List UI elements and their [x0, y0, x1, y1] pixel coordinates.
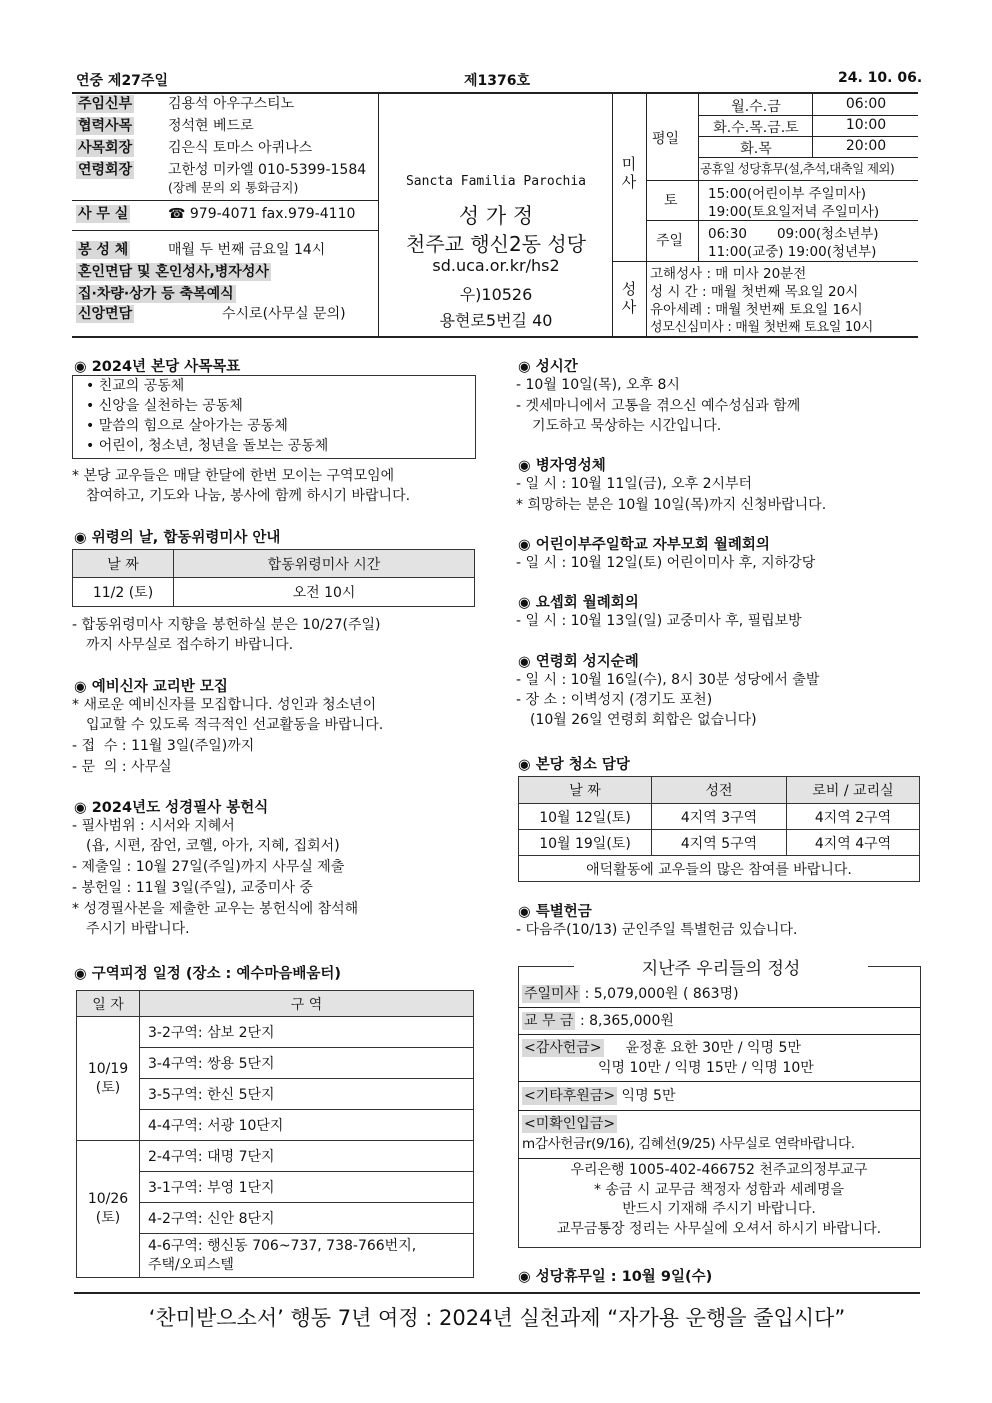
pilgrim-title: ◉ 연령회 성지순례	[518, 654, 639, 670]
staff-label: 사목회장	[78, 140, 133, 156]
district-row: 2-4구역: 대명 7단지	[140, 1141, 474, 1172]
offering-other-value: 익명 5만	[621, 1088, 676, 1104]
parish-url[interactable]: sd.uca.or.kr/hs2	[432, 256, 560, 275]
pilgrim-line: (10월 26일 연령회 회합은 없습니다)	[530, 712, 757, 728]
office-label: 사 무 실	[78, 206, 129, 222]
divider	[698, 94, 699, 262]
cleaning-cell: 4지역 5구역	[652, 830, 787, 856]
staff-row	[76, 138, 313, 158]
consult-row	[76, 262, 271, 282]
mass-days: 월.수.금	[731, 99, 781, 115]
cleaning-note: 애덕활동에 교우들의 많은 참여를 바랍니다.	[519, 856, 920, 882]
offering-dues-label: 교 무 금	[524, 1013, 574, 1029]
bible-line: - 봉헌일 : 11월 3일(주일), 교중미사 중	[72, 880, 313, 896]
cleaning-title: ◉ 본당 청소 담당	[518, 757, 630, 773]
offering-unknown-label: <미확인입금>	[524, 1116, 616, 1132]
offering-sunday	[522, 984, 739, 1004]
goals-note: 참여하고, 기도와 나눔, 봉사에 함께 하시기 바랍니다.	[86, 488, 411, 504]
holyhour-line: - 겟세마니에서 고통을 겪으신 예수성심과 함께	[516, 398, 801, 414]
sunday-mass: 06:30 09:00(청소년부)	[708, 226, 879, 242]
bible-line: - 제출일 : 10월 27일(주일)까지 사무실 제출	[72, 859, 345, 875]
offering-dues	[522, 1011, 674, 1031]
divider	[378, 94, 379, 336]
district-row: 3-1구역: 부영 1단지	[140, 1172, 474, 1203]
divider	[646, 180, 918, 181]
staff-note: (장례 문의 외 통화금지)	[168, 180, 299, 195]
cleaning-header: 로비 / 교리실	[787, 777, 920, 804]
sick-title: ◉ 병자영성체	[518, 458, 606, 474]
weekday-label: 평일	[652, 131, 680, 147]
saturday-mass: 19:00(토요일저녁 주일미사)	[708, 204, 880, 220]
consult-label: 집·차량·상가 등 축복예식	[78, 286, 234, 302]
divider	[646, 220, 918, 221]
memorial-col-date: 날 짜	[73, 550, 174, 578]
staff-row	[76, 94, 295, 114]
bank-line: 우리은행 1005-402-466752 천주교의정부교구	[570, 1162, 868, 1178]
cleaning-cell: 4지역 3구역	[652, 804, 787, 830]
divider	[518, 1110, 920, 1111]
cleaning-cell: 10월 19일(토)	[519, 830, 652, 856]
memorial-note: 까지 사무실로 접수하기 바랍니다.	[86, 637, 294, 653]
district-row: 3-4구역: 쌍용 5단지	[140, 1048, 474, 1079]
parish-latin: Sancta Familia Parochia	[405, 174, 586, 189]
footer-rule	[74, 1292, 920, 1294]
footer-slogan: ‘찬미받으소서’ 행동 7년 여정 : 2024년 실천과제 “자가용 운행을 줄입시다”	[148, 1306, 846, 1330]
offering-thanks-line: 윤정훈 요한 30만 / 익명 5만	[625, 1040, 801, 1056]
memorial-col-time: 합동위령미사 시간	[174, 550, 475, 578]
holyhour-line: 기도하고 묵상하는 시간입니다.	[532, 418, 722, 434]
bible-line: - 필사범위 : 시서와 지혜서	[72, 818, 235, 834]
district-row-line: 주택/오피스텔	[148, 1256, 234, 1273]
offering-other-label: <기타후원금>	[524, 1088, 616, 1104]
mass-time: 10:00	[845, 117, 887, 133]
bible-line: * 성경필사본을 제출한 교우는 봉헌식에 참석해	[72, 901, 359, 917]
divider	[698, 115, 918, 116]
cleaning-header: 성전	[652, 777, 787, 804]
staff-value: 김은식 토마스 아퀴나스	[168, 140, 313, 156]
catechumen-title: ◉ 예비신자 교리반 모집	[74, 679, 228, 695]
bank-line: 반드시 기재해 주시기 바랍니다.	[622, 1201, 816, 1217]
mass-days: 화.수.목.금.토	[713, 120, 799, 136]
mass-label: 미사	[621, 155, 637, 191]
parish-zip: 우)10526	[459, 285, 533, 304]
bible-line: (욥, 시편, 잠언, 코헬, 아가, 지혜, 집회서)	[86, 838, 340, 854]
district-row-line: 4-6구역: 행신동 706~737, 738-766번지,	[148, 1237, 417, 1254]
district-row	[140, 1234, 474, 1278]
goal-item: • 말씀의 힘으로 살아가는 공동체	[86, 418, 288, 434]
joseph-title: ◉ 요셉회 월례회의	[518, 595, 639, 611]
memorial-title: ◉ 위령의 날, 합동위령미사 안내	[74, 530, 281, 546]
district-date-weekday: (토)	[95, 1210, 121, 1226]
offering-unknown	[522, 1114, 617, 1134]
sacrament-line: 유아세례 : 매월 첫번째 토요일 16시	[650, 302, 863, 318]
parish-name: 성 가 정	[458, 204, 534, 228]
sacrament-label: 성사	[621, 280, 637, 316]
parish-address: 용현로5번길 40	[439, 311, 553, 330]
catechumen-line: 입교할 수 있도록 적극적인 선교활동을 바랍니다.	[86, 717, 384, 733]
district-date-day: 10/19	[87, 1060, 129, 1077]
joseph-line: - 일 시 : 10월 13일(일) 교중미사 후, 필립보방	[516, 613, 802, 629]
offering-unknown-value: m감사헌금r(9/16), 김혜선(9/25) 사무실로 연락바랍니다.	[522, 1136, 855, 1152]
offering-thanks-line: 익명 10만 / 익명 15만 / 익명 10만	[598, 1060, 814, 1076]
special-title: ◉ 특별헌금	[518, 904, 592, 920]
offering-thanks	[522, 1038, 801, 1058]
week-title: 연중 제27주일	[76, 73, 168, 89]
staff-row	[76, 116, 254, 136]
district-row: 3-5구역: 한신 5단지	[140, 1079, 474, 1110]
district-date	[77, 1141, 140, 1278]
goals-note: * 본당 교우들은 매달 한달에 한번 모이는 구역모임에	[72, 468, 395, 484]
memorial-time: 오전 10시	[174, 578, 475, 607]
consult-row	[76, 284, 236, 304]
district-row: 3-2구역: 삼보 2단지	[140, 1017, 474, 1048]
sundayschool-line: - 일 시 : 10월 12일(토) 어린이미사 후, 지하강당	[516, 555, 816, 571]
district-col-area: 구 역	[140, 991, 474, 1017]
mass-time: 20:00	[845, 138, 887, 154]
saturday-label: 토	[664, 193, 678, 209]
district-date-weekday: (토)	[95, 1079, 121, 1096]
parish-church: 천주교 행신2동 성당	[406, 232, 586, 256]
cleaning-header: 날 짜	[519, 777, 652, 804]
memorial-date: 11/2 (토)	[73, 578, 174, 607]
consult-label: 신앙면담	[78, 306, 133, 322]
district-col-date: 일 자	[77, 991, 140, 1017]
sacrament-line: 고해성사 : 매 미사 20분전	[650, 266, 807, 282]
consult-row	[76, 304, 346, 324]
divider	[612, 94, 613, 336]
memorial-table	[72, 549, 475, 607]
bongsung-label: 봉 성 체	[78, 242, 129, 258]
staff-label: 주임신부	[78, 96, 133, 112]
divider	[518, 1081, 920, 1082]
consult-value: 수시로(사무실 문의)	[222, 306, 346, 322]
staff-row	[76, 160, 367, 180]
offering-other	[522, 1086, 675, 1106]
district-row: 4-4구역: 서광 10단지	[140, 1110, 474, 1141]
sunday-mass: 11:00(교중) 19:00(청년부)	[708, 244, 877, 260]
district-title: ◉ 구역피정 일정 (장소 : 예수마음배움터)	[74, 966, 342, 982]
bank-line: 교무금통장 정리는 사무실에 오셔서 하시기 바랍니다.	[556, 1220, 882, 1237]
staff-value: 김용석 아우구스티노	[168, 96, 295, 112]
bongsung-value: 매월 두 번째 금요일 14시	[168, 242, 326, 258]
special-line: - 다음주(10/13) 군인주일 특별헌금 있습니다.	[516, 922, 798, 938]
sundayschool-title: ◉ 어린이부주일학교 자부모회 월례회의	[518, 537, 770, 553]
issue-date: 24. 10. 06.	[838, 70, 923, 86]
bible-line: 주시기 바랍니다.	[86, 921, 190, 937]
catechumen-line: - 문 의 : 사무실	[72, 759, 172, 775]
bongsung-row	[76, 240, 326, 260]
district-row: 4-2구역: 신안 8단지	[140, 1203, 474, 1234]
cleaning-cell: 4지역 2구역	[787, 804, 920, 830]
sacrament-line: 성모신심미사 : 매월 첫번째 토요일 10시	[650, 320, 874, 335]
holyhour-line: - 10월 10일(목), 오후 8시	[516, 377, 680, 393]
holyhour-title: ◉ 성시간	[518, 359, 578, 375]
goals-title: ◉ 2024년 본당 사목목표	[74, 359, 241, 375]
district-date	[77, 1017, 140, 1141]
sick-line: - 일 시 : 10월 11일(금), 오후 2시부터	[516, 476, 753, 492]
memorial-note: - 합동위령미사 지향을 봉헌하실 분은 10/27(주일)	[72, 617, 381, 633]
offering-bank	[518, 1161, 920, 1239]
sunday-label: 주일	[656, 233, 684, 249]
pilgrim-line: - 장 소 : 이벽성지 (경기도 포천)	[516, 692, 713, 708]
office-row	[76, 204, 356, 224]
sacrament-line: 성 시 간 : 매월 첫번째 목요일 20시	[650, 284, 859, 300]
offering-sunday-value: : 5,079,000원 ( 863명)	[584, 986, 739, 1002]
consult-label: 혼인면담 및 혼인성사,병자성사	[78, 264, 269, 280]
goal-item: • 친교의 공동체	[86, 378, 185, 394]
bank-line: * 송금 시 교무금 책정자 성함과 세례명을	[593, 1181, 845, 1198]
mass-days: 화.목	[740, 141, 772, 157]
closed-day: ◉ 성당휴무일 : 10월 9일(수)	[518, 1269, 713, 1285]
offering-dues-value: : 8,365,000원	[579, 1013, 674, 1029]
divider	[518, 1034, 920, 1035]
goal-item: • 신앙을 실천하는 공동체	[86, 398, 243, 414]
staff-label: 협력사목	[78, 118, 133, 134]
cleaning-cell: 4지역 4구역	[787, 830, 920, 856]
staff-value: 정석현 베드로	[168, 118, 254, 134]
mass-note: 공휴일 성당휴무(설,추석,대축일 제외)	[700, 161, 895, 176]
divider	[698, 157, 918, 158]
divider	[698, 136, 918, 137]
divider	[72, 200, 378, 201]
bible-title: ◉ 2024년도 성경필사 봉헌식	[74, 800, 269, 816]
office-phone: ☎ 979-4071 fax.979-4110	[168, 206, 356, 222]
divider	[72, 230, 378, 231]
offering-thanks-label: <감사헌금>	[524, 1040, 602, 1056]
sick-line: * 희망하는 분은 10월 10일(목)까지 신청바랍니다.	[516, 497, 827, 513]
saturday-mass: 15:00(어린이부 주일미사)	[708, 186, 867, 202]
divider	[518, 1007, 920, 1008]
staff-label: 연령회장	[78, 162, 133, 178]
info-bottom-rule	[72, 336, 918, 338]
pilgrim-line: - 일 시 : 10월 16일(수), 8시 30분 성당에서 출발	[516, 672, 820, 688]
goal-item: • 어린이, 청소년, 청년을 돌보는 공동체	[86, 438, 329, 454]
offering-sunday-label: 주일미사	[524, 986, 579, 1002]
offering-title: 지난주 우리들의 정성	[574, 954, 868, 979]
cleaning-cell: 10월 12일(토)	[519, 804, 652, 830]
divider	[646, 261, 647, 336]
catechumen-line: - 접 수 : 11월 3일(주일)까지	[72, 738, 255, 754]
divider	[646, 94, 647, 262]
divider	[518, 1158, 920, 1159]
district-date-day: 10/26	[87, 1191, 129, 1207]
issue-number: 제1376호	[464, 73, 531, 89]
staff-value: 고한성 미카엘 010-5399-1584	[168, 162, 367, 178]
mass-time: 06:00	[845, 96, 887, 112]
catechumen-line: * 새로운 예비신자를 모집합니다. 성인과 청소년이	[72, 697, 377, 713]
cleaning-table	[518, 776, 920, 882]
divider	[812, 94, 813, 158]
district-table	[76, 990, 474, 1278]
